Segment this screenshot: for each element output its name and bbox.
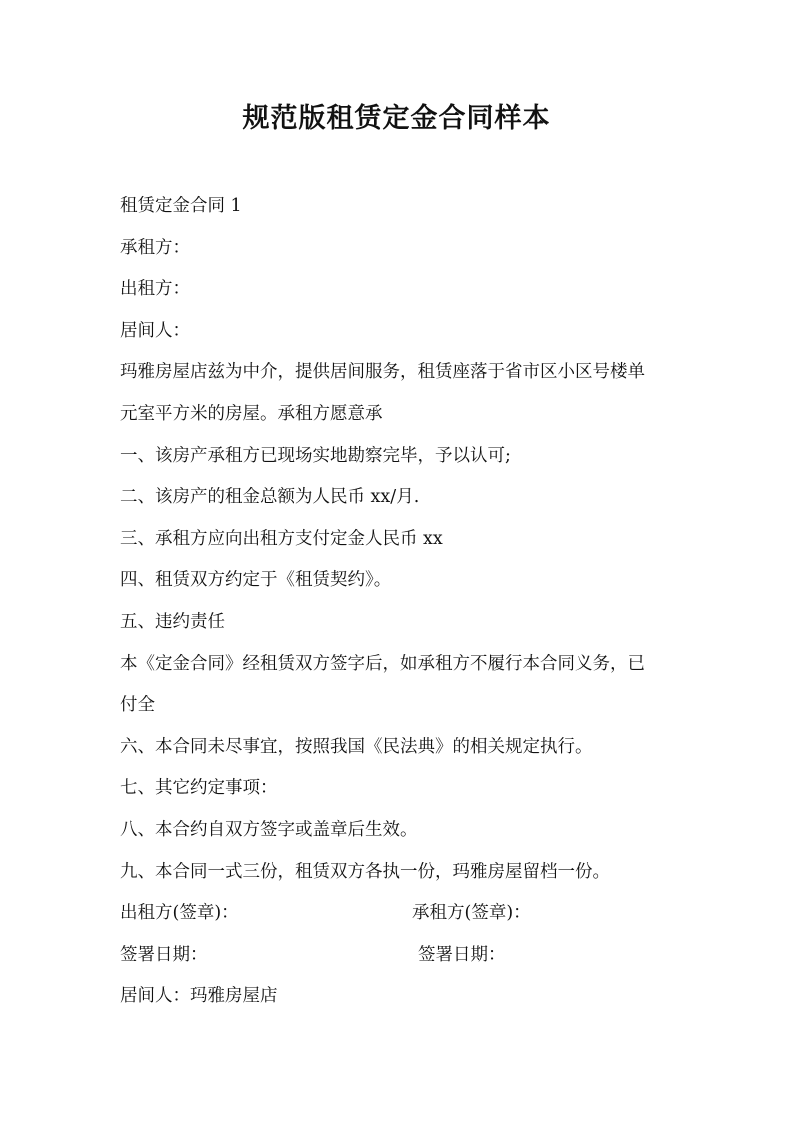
clause-4: 四、租赁双方约定于《租赁契约》。 bbox=[120, 570, 392, 591]
intermediary-field: 居间人： bbox=[120, 320, 190, 341]
lessor-field: 出租方： bbox=[120, 279, 190, 300]
lessor-seal-label: 出租方(签章)： bbox=[120, 903, 239, 924]
clause-8: 八、本合约自双方签字或盖章后生效。 bbox=[120, 819, 418, 840]
signature-row bbox=[120, 893, 690, 935]
clause-7: 七、其它约定事项： bbox=[120, 778, 278, 799]
clause-1: 一、该房产承租方已现场实地勘察完毕，予以认可; bbox=[120, 445, 511, 466]
clause-6: 六、本合同未尽事宜，按照我国《民法典》的相关规定执行。 bbox=[120, 736, 593, 757]
clause-3: 三、承租方应向出租方支付定金人民币 xx bbox=[120, 528, 443, 549]
breach-paragraph-line-2: 付全 bbox=[120, 695, 155, 716]
date-row bbox=[120, 935, 690, 977]
intermediary-signature: 居间人：玛雅房屋店 bbox=[120, 986, 278, 1007]
clause-5: 五、违约责任 bbox=[120, 611, 225, 632]
sign-date-right-label: 签署日期： bbox=[418, 944, 506, 965]
clause-9: 九、本合同一式三份，租赁双方各执一份，玛雅房屋留档一份。 bbox=[120, 861, 610, 882]
heading-contract-number: 租赁定金合同 1 bbox=[120, 196, 242, 216]
document-body bbox=[120, 186, 690, 1018]
intro-paragraph-line-1: 玛雅房屋店兹为中介，提供居间服务，租赁座落于省市区小区号楼单 bbox=[120, 362, 645, 383]
lessee-seal-label: 承租方(签章)： bbox=[412, 903, 531, 924]
clause-2: 二、该房产的租金总额为人民币 xx/月. bbox=[120, 487, 420, 508]
intro-paragraph-line-2: 元室平方米的房屋。承租方愿意承 bbox=[120, 403, 383, 424]
document-title: 规范版租赁定金合同样本 bbox=[242, 103, 551, 134]
lessee-field: 承租方： bbox=[120, 237, 190, 258]
breach-paragraph-line-1: 本《定金合同》经租赁双方签字后，如承租方不履行本合同义务，已 bbox=[120, 653, 645, 674]
sign-date-left-label: 签署日期： bbox=[120, 944, 208, 965]
